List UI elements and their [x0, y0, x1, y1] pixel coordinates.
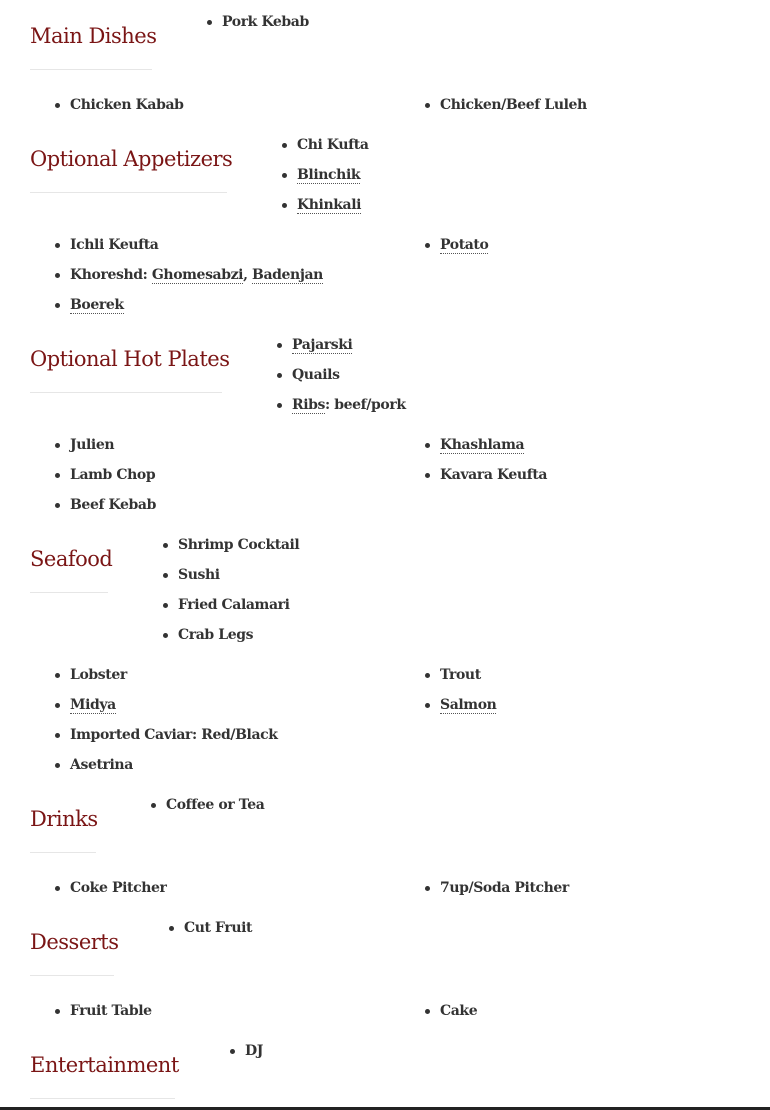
list-item — [440, 690, 496, 720]
appetizers-side-list — [297, 130, 369, 220]
bullet-icon — [425, 243, 430, 248]
ghomesabzi-link[interactable]: Ghomesabzi — [151, 267, 244, 283]
list-item: Julien — [70, 430, 156, 460]
appetizers-right-list — [440, 230, 488, 260]
bullet-icon — [55, 886, 60, 891]
list-item: Shrimp Cocktail — [178, 530, 299, 560]
list-item: Fried Calamari — [178, 590, 299, 620]
list-item — [70, 290, 323, 320]
bullet-icon — [55, 443, 60, 448]
bullet-icon — [163, 603, 168, 608]
list-item: Chi Kufta — [297, 130, 369, 160]
bullet-icon — [277, 373, 282, 378]
list-item: Pork Kebab — [222, 7, 309, 37]
list-item: Chicken Kabab — [70, 90, 184, 120]
list-item — [297, 160, 369, 190]
hot-plates-right-list — [440, 430, 547, 490]
bullet-icon — [425, 703, 430, 708]
desserts-side-list — [184, 913, 252, 943]
bullet-icon — [55, 703, 60, 708]
list-item — [70, 690, 278, 720]
list-item: Sushi — [178, 560, 299, 590]
desserts-divider — [30, 975, 114, 976]
bullet-icon — [55, 673, 60, 678]
entertainment-divider — [30, 1098, 175, 1099]
list-item: Asetrina — [70, 750, 278, 780]
hot-plates-heading: Optional Hot Plates — [30, 347, 230, 371]
bullet-icon — [55, 273, 60, 278]
bullet-icon — [282, 203, 287, 208]
drinks-divider — [30, 852, 96, 853]
desserts-heading: Desserts — [30, 930, 119, 954]
list-item: Khoreshd: Ghomesabzi, Badenjan — [70, 260, 323, 290]
entertainment-heading: Entertainment — [30, 1053, 179, 1077]
bullet-icon — [163, 633, 168, 638]
bullet-icon — [425, 886, 430, 891]
drinks-side-list — [166, 790, 264, 820]
bullet-icon — [282, 173, 287, 178]
bullet-icon — [163, 543, 168, 548]
seafood-side-list — [178, 530, 299, 650]
list-item: Chicken/Beef Luleh — [440, 90, 587, 120]
entertainment-side-list — [245, 1036, 263, 1066]
appetizers-left-list — [70, 230, 323, 320]
seafood-left-list — [70, 660, 278, 780]
list-item — [297, 190, 369, 220]
potato-link[interactable]: Potato — [440, 237, 489, 253]
list-item: Imported Caviar: Red/Black — [70, 720, 278, 750]
appetizers-heading: Optional Appetizers — [30, 147, 233, 171]
boerek-link[interactable]: Boerek — [70, 297, 124, 313]
bullet-icon — [425, 1009, 430, 1014]
list-item: DJ — [245, 1036, 263, 1066]
bullet-icon — [282, 143, 287, 148]
bullet-icon — [55, 763, 60, 768]
bullet-icon — [163, 573, 168, 578]
seafood-divider — [30, 592, 108, 593]
list-item: Ribs: beef/pork — [292, 390, 406, 420]
bullet-icon — [55, 103, 60, 108]
khashlama-link[interactable]: Khashlama — [440, 437, 525, 453]
bullet-icon — [425, 443, 430, 448]
bullet-icon — [55, 243, 60, 248]
drinks-heading: Drinks — [30, 807, 98, 831]
bullet-icon — [151, 803, 156, 808]
ribs-link[interactable]: Ribs — [292, 397, 326, 413]
list-item: Ichli Keufta — [70, 230, 323, 260]
main-dishes-left-list — [70, 90, 184, 120]
midya-link[interactable]: Midya — [70, 697, 116, 713]
list-item: Fruit Table — [70, 996, 152, 1026]
list-item: Lobster — [70, 660, 278, 690]
list-item: Trout — [440, 660, 496, 690]
bullet-icon — [55, 733, 60, 738]
appetizers-divider — [30, 192, 227, 193]
list-item — [292, 330, 406, 360]
list-item: Quails — [292, 360, 406, 390]
bullet-icon — [425, 473, 430, 478]
bullet-icon — [425, 673, 430, 678]
bullet-icon — [169, 926, 174, 931]
bullet-icon — [277, 343, 282, 348]
pajarski-link[interactable]: Pajarski — [292, 337, 353, 353]
list-item: Coke Pitcher — [70, 873, 166, 903]
list-item: Coffee or Tea — [166, 790, 264, 820]
main-dishes-divider — [30, 69, 152, 70]
list-item: Cake — [440, 996, 477, 1026]
seafood-heading: Seafood — [30, 547, 113, 571]
khinkali-link[interactable]: Khinkali — [297, 197, 362, 213]
salmon-link[interactable]: Salmon — [440, 697, 497, 713]
bullet-icon — [425, 103, 430, 108]
drinks-left-list — [70, 873, 166, 903]
bullet-icon — [230, 1049, 235, 1054]
bullet-icon — [55, 503, 60, 508]
desserts-left-list — [70, 996, 152, 1026]
bullet-icon — [55, 303, 60, 308]
desserts-right-list — [440, 996, 477, 1026]
hot-plates-left-list — [70, 430, 156, 520]
list-item: Lamb Chop — [70, 460, 156, 490]
list-item: Beef Kebab — [70, 490, 156, 520]
badenjan-link[interactable]: Badenjan — [252, 267, 323, 283]
list-item: 7up/Soda Pitcher — [440, 873, 569, 903]
list-item: Kavara Keufta — [440, 460, 547, 490]
bullet-icon — [55, 473, 60, 478]
list-item — [440, 230, 488, 260]
seafood-right-list — [440, 660, 496, 720]
drinks-right-list — [440, 873, 569, 903]
bullet-icon — [277, 403, 282, 408]
hot-plates-divider — [30, 392, 222, 393]
bullet-icon — [207, 20, 212, 25]
blinchik-link[interactable]: Blinchik — [297, 167, 361, 183]
main-dishes-right-list — [440, 90, 587, 120]
list-item: Crab Legs — [178, 620, 299, 650]
main-dishes-heading: Main Dishes — [30, 24, 157, 48]
hot-plates-side-list — [292, 330, 406, 420]
list-item — [440, 430, 547, 460]
bullet-icon — [55, 1009, 60, 1014]
list-item: Cut Fruit — [184, 913, 252, 943]
main-dishes-side-list — [222, 7, 309, 37]
